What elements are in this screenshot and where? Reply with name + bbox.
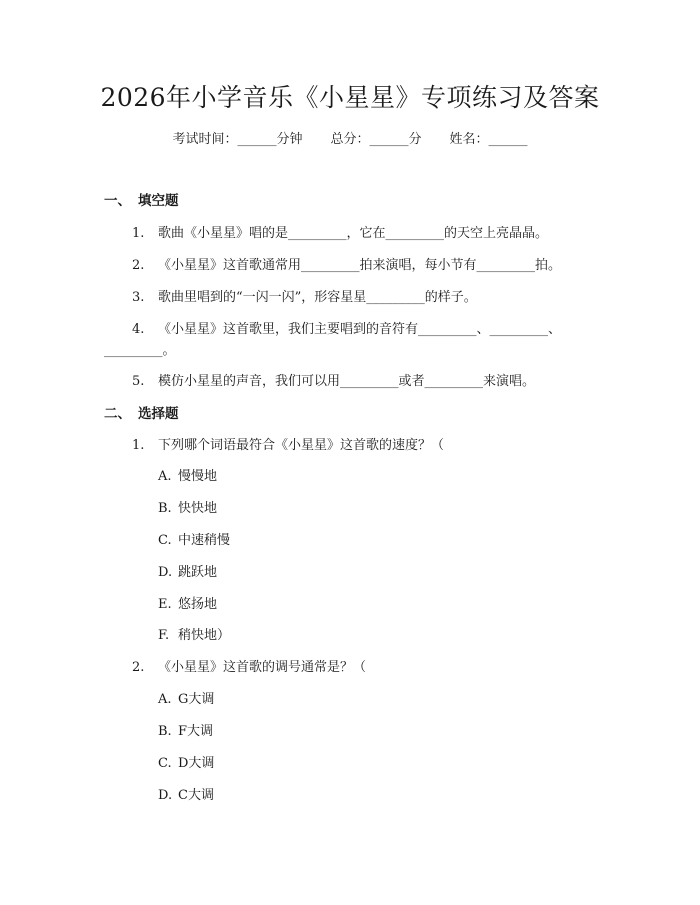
question-text: 歌曲《小星星》唱的是_________，它在_________的天空上亮晶晶。	[158, 226, 549, 241]
question-item	[132, 320, 561, 340]
exam-time-label: 考试时间：______分钟	[172, 132, 303, 147]
question-item	[132, 372, 535, 392]
option-letter: C.	[158, 533, 172, 548]
option-text: 悠扬地	[178, 597, 218, 612]
option-text: F大调	[178, 724, 214, 739]
question-text: 歌曲里唱到的“一闪一闪”，形容星星_________的样子。	[158, 290, 477, 305]
question-number: 5.	[132, 374, 145, 389]
option-text: D大调	[178, 756, 215, 771]
question-text: 《小星星》这首歌的调号通常是？（	[158, 660, 367, 675]
option-text: 跳跃地	[178, 565, 218, 580]
question-item	[132, 436, 444, 456]
question-text: 《小星星》这首歌通常用_________拍来演唱，每小节有_________拍。	[158, 258, 562, 273]
option-letter: C.	[158, 756, 172, 771]
option-letter: B.	[158, 724, 172, 739]
option-letter: B.	[158, 501, 172, 516]
option-text: 中速稍慢	[178, 533, 231, 548]
question-text: 模仿小星星的声音，我们可以用_________或者_________来演唱。	[158, 374, 536, 389]
section-heading-multiple-choice	[104, 404, 179, 424]
option-letter: F.	[158, 628, 170, 643]
question-number: 2.	[132, 258, 145, 273]
exam-meta	[0, 130, 700, 150]
option-item	[158, 563, 217, 583]
total-score-label: 总分：______分	[330, 132, 422, 147]
question-text: 《小星星》这首歌里，我们主要唱到的音符有_________、_________、	[158, 322, 562, 337]
question-number: 1.	[132, 438, 145, 453]
option-text: 慢慢地	[178, 469, 218, 484]
section-title: 选择题	[138, 406, 179, 422]
option-letter: D.	[158, 788, 173, 803]
option-text: 稍快地）	[178, 628, 231, 643]
option-text: 快快地	[178, 501, 218, 516]
option-item	[158, 467, 217, 487]
option-letter: D.	[158, 565, 173, 580]
option-text: G大调	[178, 692, 215, 707]
option-letter: A.	[158, 469, 172, 484]
option-item	[158, 754, 214, 774]
option-item	[158, 722, 213, 742]
section-title: 填空题	[138, 193, 179, 209]
option-item	[158, 499, 217, 519]
option-item	[158, 690, 214, 710]
option-item	[158, 786, 214, 806]
option-item	[158, 531, 230, 551]
option-text: C大调	[178, 788, 214, 803]
question-item	[132, 658, 366, 678]
section-heading-fill-blank	[104, 191, 179, 211]
question-continuation: _________。	[104, 343, 176, 358]
option-letter: A.	[158, 692, 172, 707]
question-number: 2.	[132, 660, 145, 675]
question-text: 下列哪个词语最符合《小星星》这首歌的速度？（	[158, 438, 445, 453]
option-item	[158, 595, 217, 615]
question-number: 4.	[132, 322, 145, 337]
option-letter: E.	[158, 597, 172, 612]
question-item	[132, 224, 548, 244]
option-item	[158, 626, 230, 646]
question-item	[132, 256, 561, 276]
page-title: 2026年小学音乐《小星星》专项练习及答案	[100, 83, 600, 112]
student-name-label: 姓名：______	[449, 132, 528, 147]
question-number: 1.	[132, 226, 145, 241]
question-number: 3.	[132, 290, 145, 305]
section-number: 二、	[104, 406, 131, 422]
section-number: 一、	[104, 193, 131, 209]
question-item	[132, 288, 477, 308]
